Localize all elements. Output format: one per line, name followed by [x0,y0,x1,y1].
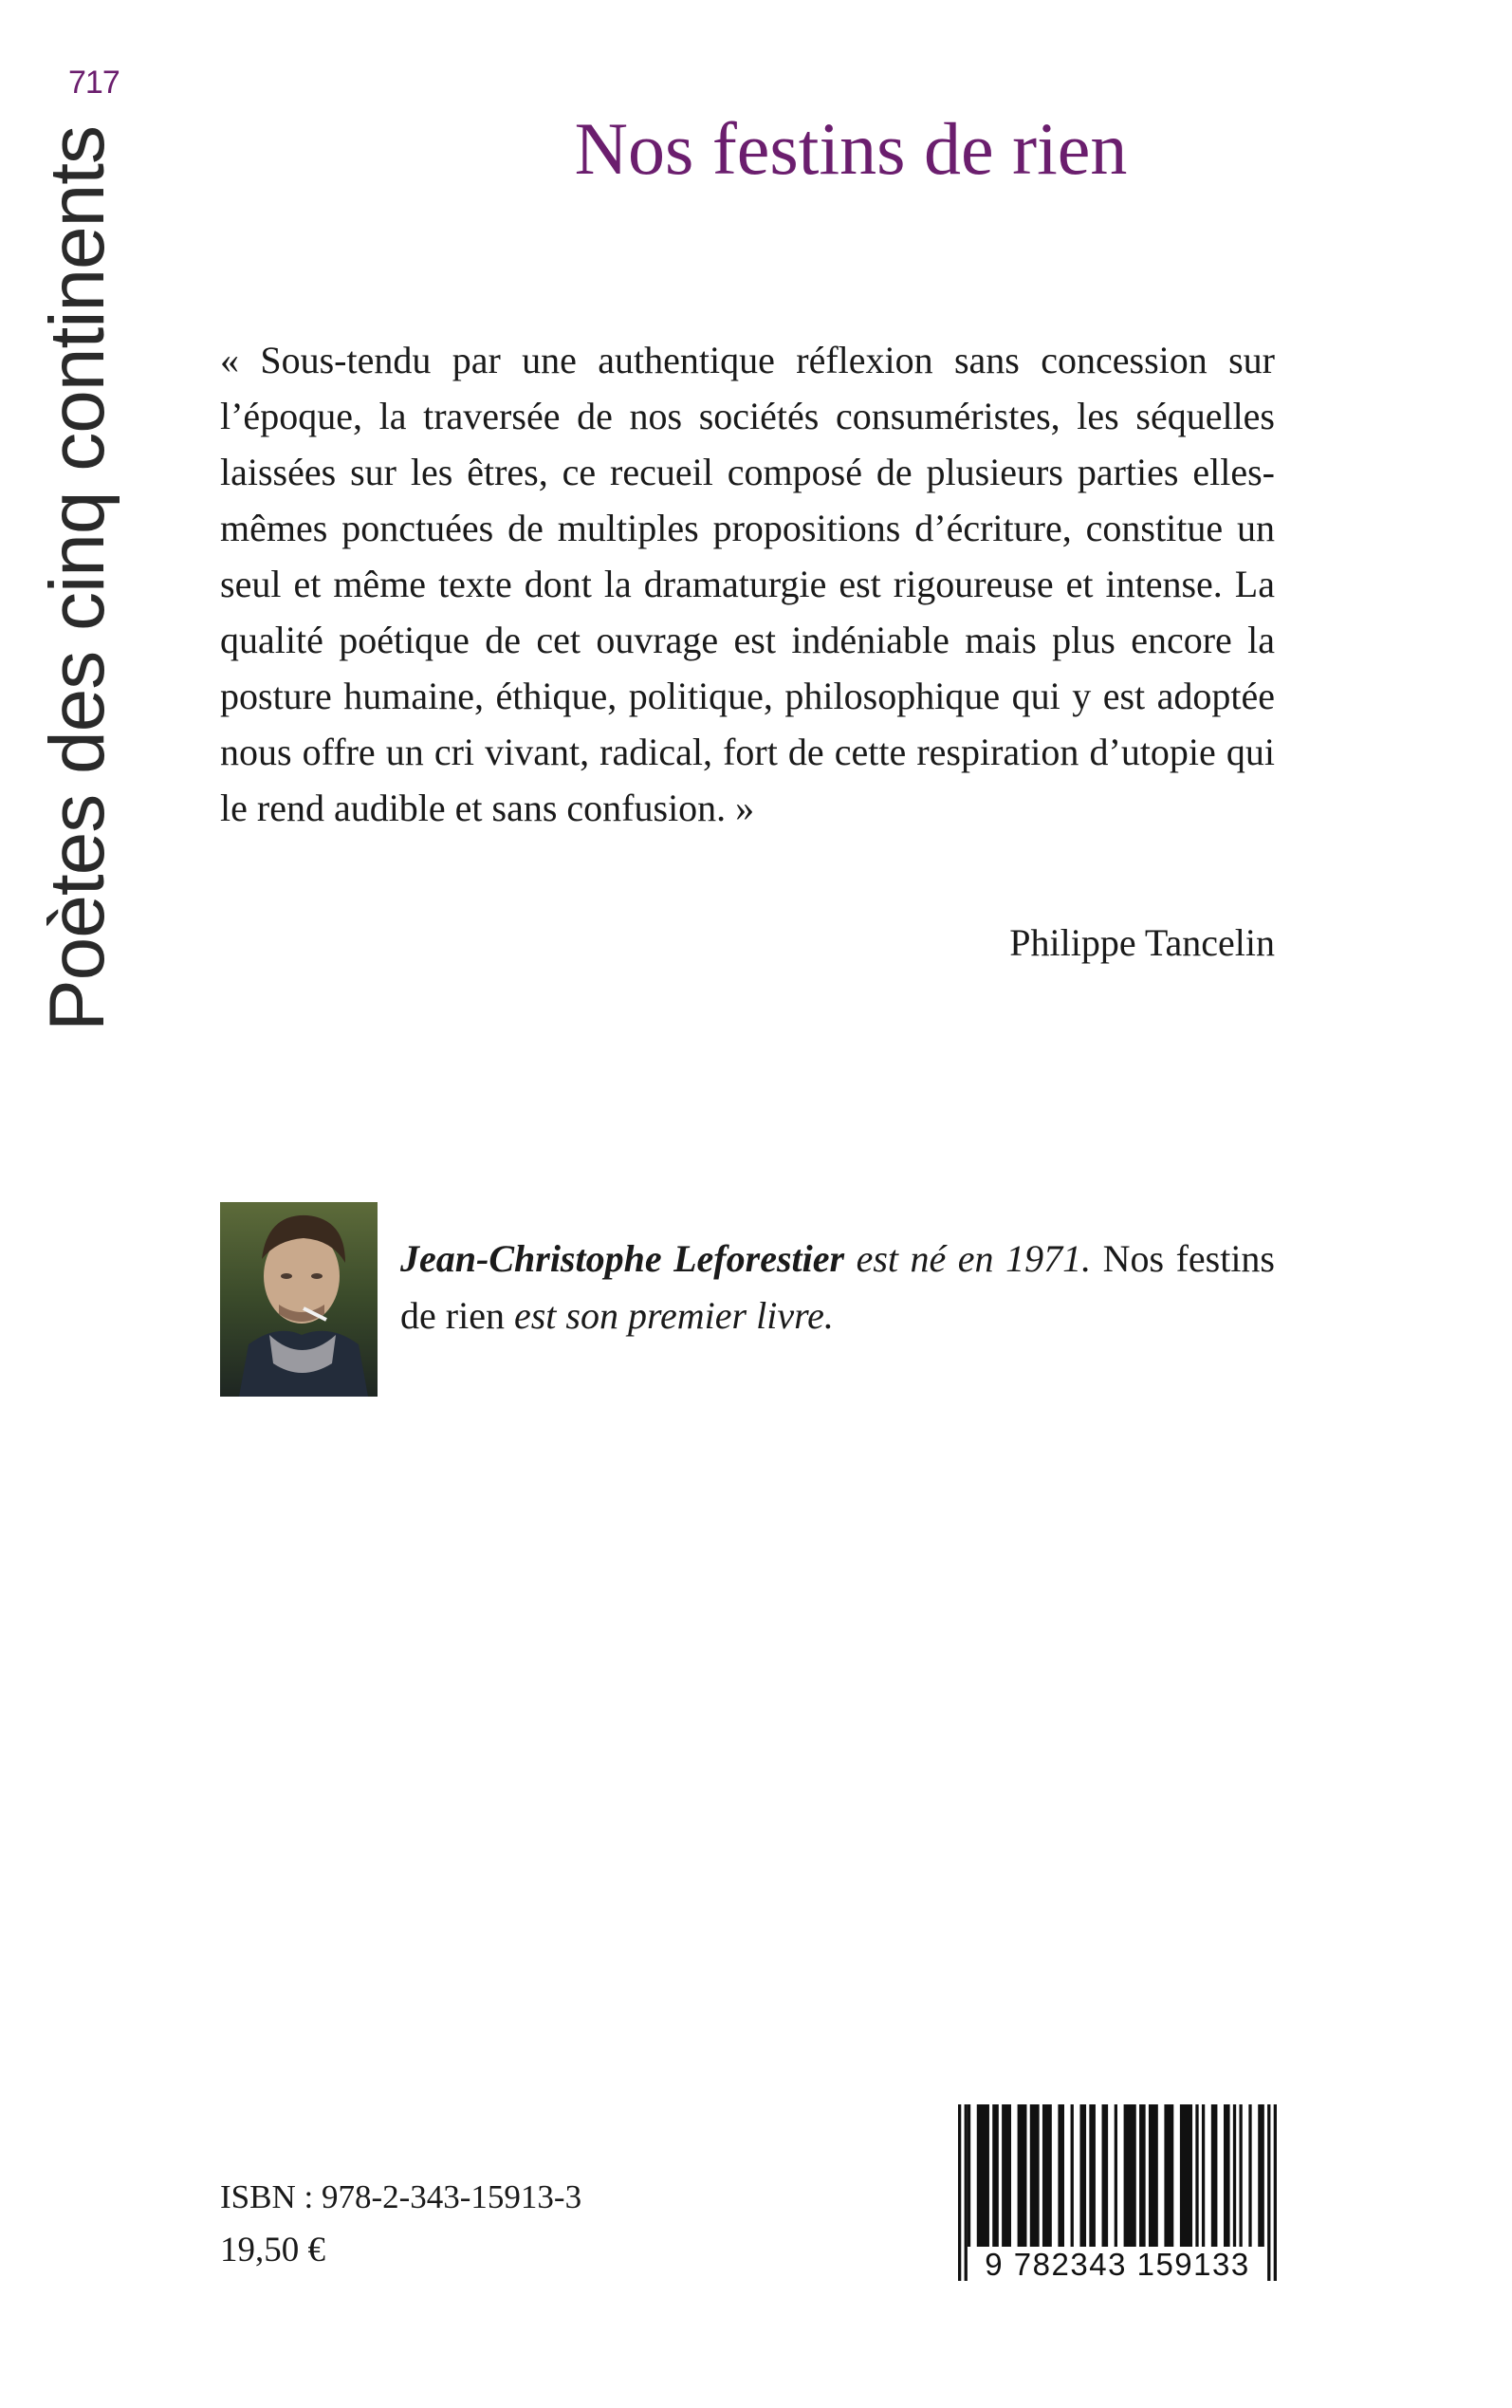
series-number: 717 [68,65,120,101]
barcode-bar [1058,2104,1064,2247]
barcode-bar [1115,2104,1117,2247]
barcode-number: 9 782343 159133 [985,2247,1250,2282]
barcode-bar [1071,2104,1074,2247]
blurb-author: Philippe Tancelin [1009,921,1275,964]
barcode-bar [968,2104,970,2247]
barcode-bar [1233,2104,1236,2247]
barcode-bar [1089,2104,1096,2247]
author-born: est né en 1971. [844,1237,1092,1280]
barcode-bar [1258,2104,1264,2247]
book-title: Nos festins de rien [574,107,1128,190]
barcode-bar [977,2104,989,2247]
book-title-reference: Nos festins de rien [400,1237,1275,1337]
barcode-bar [1164,2104,1173,2247]
barcode-bar [1002,2104,1011,2247]
barcode-bar [1195,2104,1198,2247]
author-photo [220,1202,378,1397]
barcode-bar [1030,2104,1040,2247]
isbn: ISBN : 978-2-343-15913-3 [220,2178,582,2215]
barcode-bar [1202,2104,1205,2247]
series-name: Poètes des cinq continents [34,125,120,1032]
barcode-bar [1180,2104,1192,2247]
author-bio [400,1231,1275,1344]
barcode-bar [1224,2104,1230,2247]
barcode-bar [1079,2104,1086,2247]
barcode-bar [1042,2104,1052,2247]
author-bio-rest: est son premier livre. [504,1294,834,1337]
barcode-bar [1149,2104,1158,2247]
barcode-bar [1102,2104,1109,2247]
price: 19,50 € [220,2231,325,2269]
barcode-bar [1139,2104,1146,2247]
author-name: Jean-Christophe Leforestier [400,1237,845,1280]
barcode-bar [1124,2104,1136,2247]
barcode-bar [1211,2104,1218,2247]
barcode-bar [1248,2104,1251,2247]
blurb-quote: « Sous-tendu par une authentique réflexion sans concession sur l’époque, la traversée de nos sociétés consuméristes, les séquelles laissées sur les êtres, ce recueil composé de plusieurs parties elles-mêmes ponctuées de multiples propositions d’écriture, constitue un seul et même texte dont la dramaturgie est rigoureuse et intense. La qualité poétique de cet ouvrage est indéniable mais plus encore la posture humaine, éthique, politique, philosophique qui y est adoptée nous offre un cri vivant, radical, fort de cette respiration d’utopie qui le rend audible et sans confusion. » [220,339,1275,829]
barcode-bar [1239,2104,1242,2247]
barcode-bar [1018,2104,1027,2247]
barcode-bar [992,2104,999,2247]
